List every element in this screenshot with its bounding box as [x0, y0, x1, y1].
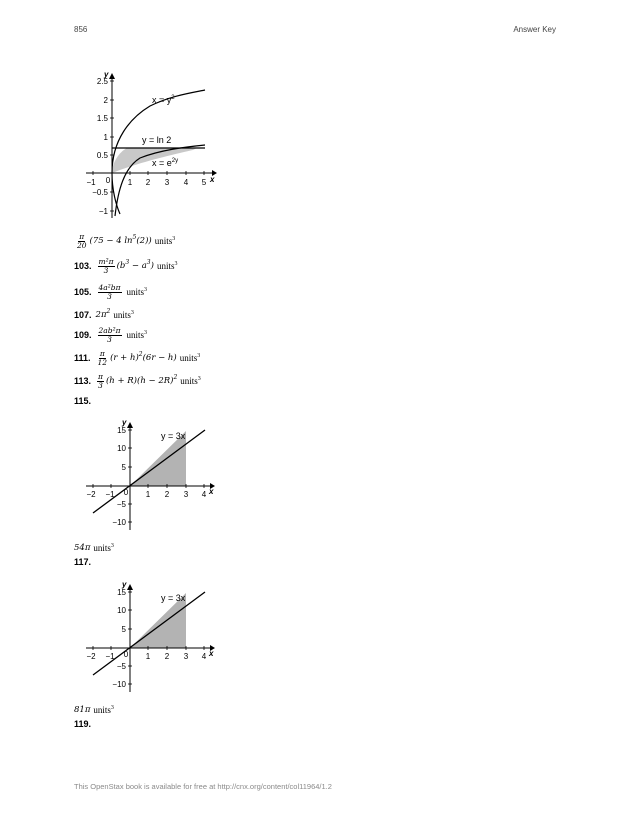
x-tick-label: 0: [123, 488, 129, 497]
answer-113: 113. $\frac{\pi}{3}$ $(h + R)(h - 2R)^2$ units$^3$: [74, 372, 201, 390]
y-tick-label: −0.5: [92, 188, 108, 197]
answer-number: 111.: [74, 353, 91, 364]
y-tick-label: −1: [98, 207, 108, 216]
line-y-3x: [93, 592, 205, 675]
answer-117: [74, 557, 95, 567]
fraction: $\frac{\pi}{20}$: [77, 232, 87, 250]
y-tick-label: 0.5: [96, 151, 108, 160]
x-tick-label: 3: [183, 490, 189, 499]
answer-115-result: 54π units$^3$: [74, 543, 114, 553]
answer-117-result: 81π units$^3$: [74, 705, 114, 715]
section-title: Answer Key: [513, 25, 556, 34]
graph-line-y3x: [80, 415, 220, 535]
x-tick-label: −2: [86, 652, 96, 661]
y-axis-label: y: [104, 70, 109, 79]
label-line: y = ln 2: [142, 135, 172, 145]
y-tick-label: 5: [121, 625, 126, 634]
y-tick-label: 15: [117, 426, 126, 435]
y-tick-label: 10: [117, 444, 126, 453]
line-y-3x: [93, 430, 205, 513]
answer-103: 103. $\frac{\text{m²π}}{3}$ $(b^3 - a^3)$ units$^3$: [74, 257, 178, 275]
y-tick-label: −10: [112, 680, 126, 689]
x-tick-label: 2: [164, 652, 170, 661]
answer-number: 117.: [74, 557, 92, 567]
expression: (75 − 4 $\ln^5(2)$): [89, 234, 152, 247]
x-tick-label: 4: [201, 652, 207, 661]
x-axis-label: x: [210, 175, 215, 184]
x-tick-label: −1: [105, 652, 115, 661]
x-tick-label: 3: [183, 652, 189, 661]
y-axis-arrow: [127, 584, 133, 590]
line-label: y = 3x: [161, 431, 186, 441]
answer-119: [74, 719, 95, 729]
y-axis-label: y: [122, 580, 127, 589]
y-tick-label: −5: [116, 662, 126, 671]
graph-line-y3x-2: [80, 577, 220, 697]
x-tick-label: 2: [164, 490, 170, 499]
label-exp: $x = e^{2y}$: [152, 158, 179, 168]
x-tick-label: 4: [201, 490, 207, 499]
x-tick-label: −2: [86, 490, 96, 499]
page-number: 856: [74, 25, 88, 34]
answer-107: 107. $2\pi^2$ units$^3$: [74, 308, 134, 320]
answer-number: 113.: [74, 376, 92, 387]
x-tick-label: −1: [105, 490, 115, 499]
y-tick-label: 2.5: [96, 77, 108, 86]
y-tick-label: −10: [112, 518, 126, 527]
units: units$^3$: [154, 236, 176, 247]
answer-number: 103.: [74, 261, 92, 272]
x-tick-label: 1: [145, 490, 151, 499]
answer-number: 109.: [74, 330, 92, 341]
answer-number: 105.: [74, 287, 92, 298]
y-tick-label: 5: [121, 463, 126, 472]
graph-region-bounded: [80, 65, 240, 225]
y-tick-label: 10: [117, 606, 126, 615]
answer-109: 109. $\frac{\text{2ab²π}}{3}$ units$^3$: [74, 326, 148, 344]
answer-105: 105. $\frac{\text{4a²bπ}}{3}$ units$^3$: [74, 283, 148, 301]
x-tick-label: 1: [127, 178, 133, 187]
x-tick-label: 4: [183, 178, 189, 187]
y-axis-label: y: [122, 418, 127, 427]
x-tick-label: −1: [86, 178, 96, 187]
answer-number: 115.: [74, 396, 92, 406]
x-tick-label: 2: [145, 178, 151, 187]
answer-number: 119.: [74, 719, 92, 729]
label-parabola: $x = y^2$: [152, 95, 175, 105]
line-label: y = 3x: [161, 593, 186, 603]
answer-111: 111. $\frac{\pi}{12}$ $(r + h)^2(6r - h)$ units$^3$: [74, 349, 201, 367]
y-axis-arrow: [127, 422, 133, 428]
x-tick-label: 3: [164, 178, 170, 187]
y-tick-label: 15: [117, 588, 126, 597]
answer-number: 107.: [74, 310, 92, 320]
y-tick-label: 2: [103, 96, 108, 105]
x-axis-label: x: [209, 649, 214, 658]
x-tick-label: 5: [201, 178, 207, 187]
x-tick-label: 0: [105, 176, 111, 185]
y-tick-label: 1: [103, 133, 108, 142]
answer-101: [74, 233, 175, 250]
footer-text: This OpenStax book is available for free at http://cnx.org/content/col11964/1.2: [74, 782, 332, 791]
x-tick-label: 1: [145, 652, 151, 661]
y-tick-label: −5: [116, 500, 126, 509]
answer-115: [74, 396, 95, 406]
x-axis-label: x: [209, 487, 214, 496]
y-tick-label: 1.5: [96, 114, 108, 123]
x-tick-label: 0: [123, 650, 129, 659]
y-axis-arrow: [109, 73, 115, 79]
